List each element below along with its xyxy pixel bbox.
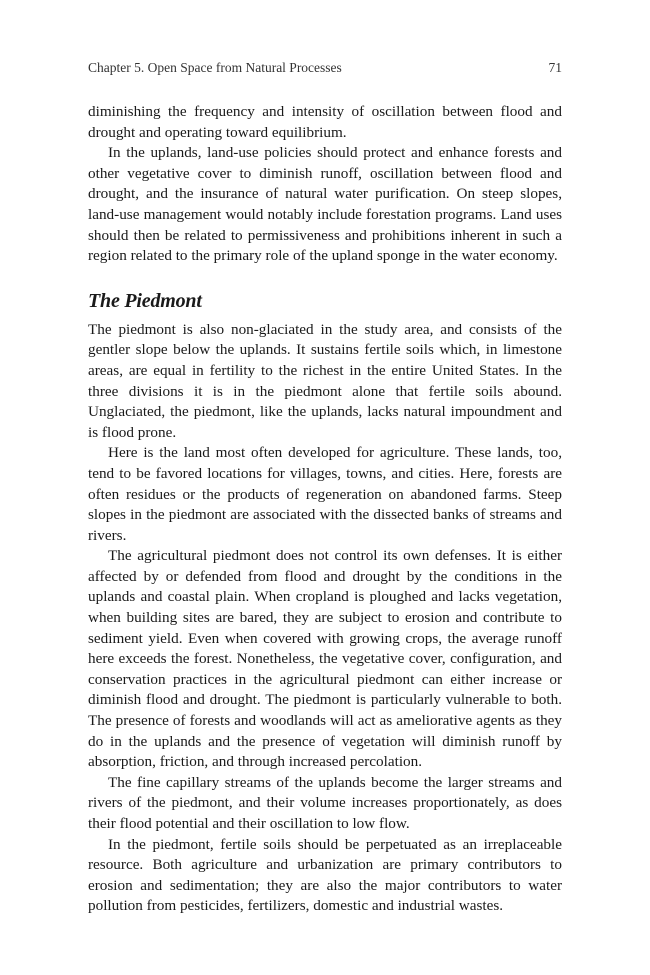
section-heading: The Piedmont xyxy=(88,289,202,312)
paragraph-continued: diminishing the frequency and intensity of oscillation between flood and drought and operating toward equilibrium. xyxy=(88,103,562,141)
paragraph-agriculture: Here is the land most often developed for agriculture. These lands, too, tend to be favored locations for villages, towns, and cities. Here, forests are often residues or the products of regeneration on abandoned farms. Steep slopes in the piedmont are associated with the dissected banks of streams and rivers. xyxy=(88,444,562,544)
paragraph-streams: The fine capillary streams of the uplands become the larger streams and rivers of the piedmont, and their volume increases proportionately, as does their flood potential and their oscillation to low flow. xyxy=(88,773,562,832)
paragraph-defenses: The agricultural piedmont does not control its own defenses. It is either affected by or defended from flood and drought by the conditions in the uplands and coastal plain. When cropland is ploughed and lacks vegetation, when building sites are bared, they are subject to erosion and contribute to sediment yield. Even when covered with growing crops, the average runoff here exceeds the forest. Nonetheless, the vegetative cover, configuration, and conservation practices in the agricultural piedmont can either increase or diminish flood and drought. The piedmont is particularly vulnerable to both. The presence of forests and woodlands will act as ameliorative agents as they do in the uplands and the presence of vegetation will diminish runoff by absorption, friction, and through increased percolation. xyxy=(88,547,562,771)
book-page xyxy=(88,60,562,917)
paragraph-piedmont-intro: The piedmont is also non-glaciated in the study area, and consists of the gentler slope below the uplands. It sustains fertile soils which, in limestone areas, are equal in fertility to the richest in the entire United States. In the three divisions it is in the piedmont alone that fertile soils abound. Unglaciated, the piedmont, like the uplands, lacks natural impoundment and is flood prone. xyxy=(88,320,562,441)
chapter-title: Chapter 5. Open Space from Natural Processes xyxy=(88,60,342,75)
running-header xyxy=(88,60,562,80)
paragraph-fertile-soils: In the piedmont, fertile soils should be perpetuated as an irreplaceable resource. Both agriculture and urbanization are primary contributors to erosion and sedimentation; they are also the major contributors to water pollution from pesticides, fertilizers, domestic and industrial wastes. xyxy=(88,835,562,915)
body-text xyxy=(88,102,562,917)
page-number: 71 xyxy=(548,60,562,75)
paragraph-uplands-policy: In the uplands, land-use policies should protect and enhance forests and other vegetative cover to diminish runoff, oscillation between flood and drought, and the insurance of natural water purification. On steep slopes, land-use management would notably include forestation programs. Land uses should then be related to permissiveness and prohibitions inherent in such a region related to the primary role of the upland sponge in the water economy. xyxy=(88,144,562,265)
